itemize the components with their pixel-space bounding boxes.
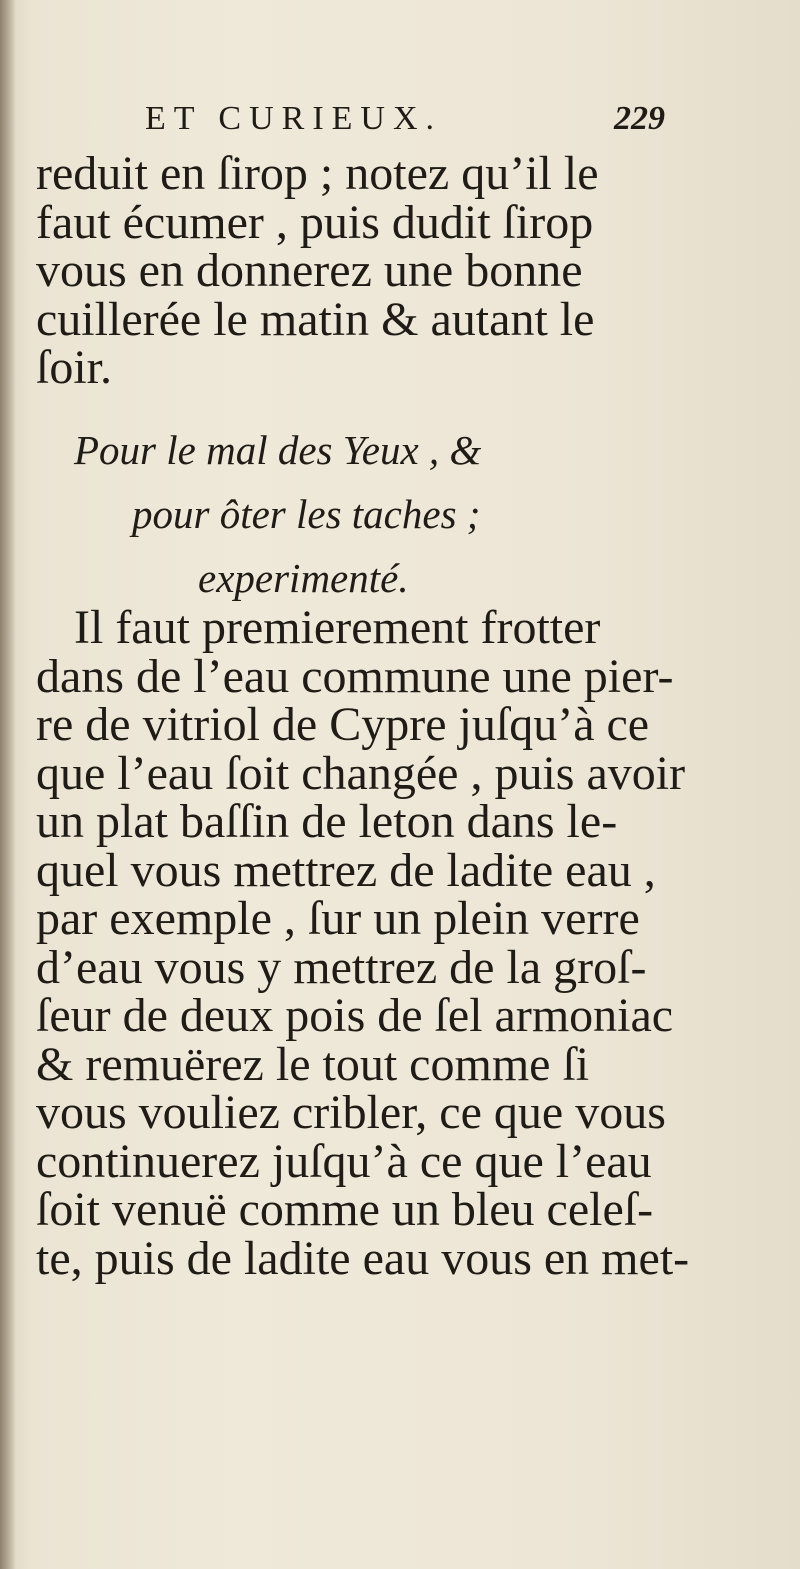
text-line: dans de l’eau commune une pier- xyxy=(36,649,674,703)
text-line: te, puis de ladite eau vous en met- xyxy=(36,1231,690,1285)
text-line: cuillerée le matin & autant le xyxy=(36,292,595,346)
heading-line: experimenté. xyxy=(198,555,409,601)
text-line: d’eau vous y mettrez de la groſ- xyxy=(36,940,647,994)
text-line: ſoir. xyxy=(36,341,113,394)
recipe-paragraph xyxy=(36,601,690,1285)
text-line: vous en donnerez une bonne xyxy=(36,244,583,297)
recipe-heading xyxy=(58,418,618,610)
text-line: quel vous mettrez de ladite eau , xyxy=(36,843,656,897)
text-line: reduit en ſirop ; notez qu’il le xyxy=(36,147,599,200)
page-header xyxy=(145,100,665,152)
page-number: 229 xyxy=(614,100,665,137)
text-line: vous vouliez cribler, ce que vous xyxy=(36,1086,666,1139)
paragraph-continuation xyxy=(36,147,656,394)
text-line: par exemple , ſur un plein verre xyxy=(36,892,640,945)
text-line: & remuërez le tout comme ſi xyxy=(36,1037,590,1091)
page-gutter-shadow xyxy=(0,0,16,1569)
running-head: ET CURIEUX. xyxy=(145,100,443,137)
text-line: Il faut premierement frotter xyxy=(74,601,601,654)
heading-line: pour ôter les taches ; xyxy=(132,491,481,537)
heading-line: Pour le mal des Yeux , & xyxy=(74,427,482,473)
text-line: que l’eau ſoit changée , puis avoir xyxy=(36,746,686,800)
text-line: faut écumer , puis dudit ſirop xyxy=(36,195,594,249)
text-line: ſeur de deux pois de ſel armoniac xyxy=(36,989,674,1042)
text-line: ſoit venuë comme un bleu celeſ- xyxy=(36,1183,654,1236)
text-line: continuerez juſqu’à ce que l’eau xyxy=(36,1134,652,1188)
text-line: re de vitriol de Cypre juſqu’à ce xyxy=(36,698,650,751)
text-line: un plat baſſin de leton dans le- xyxy=(36,795,618,848)
